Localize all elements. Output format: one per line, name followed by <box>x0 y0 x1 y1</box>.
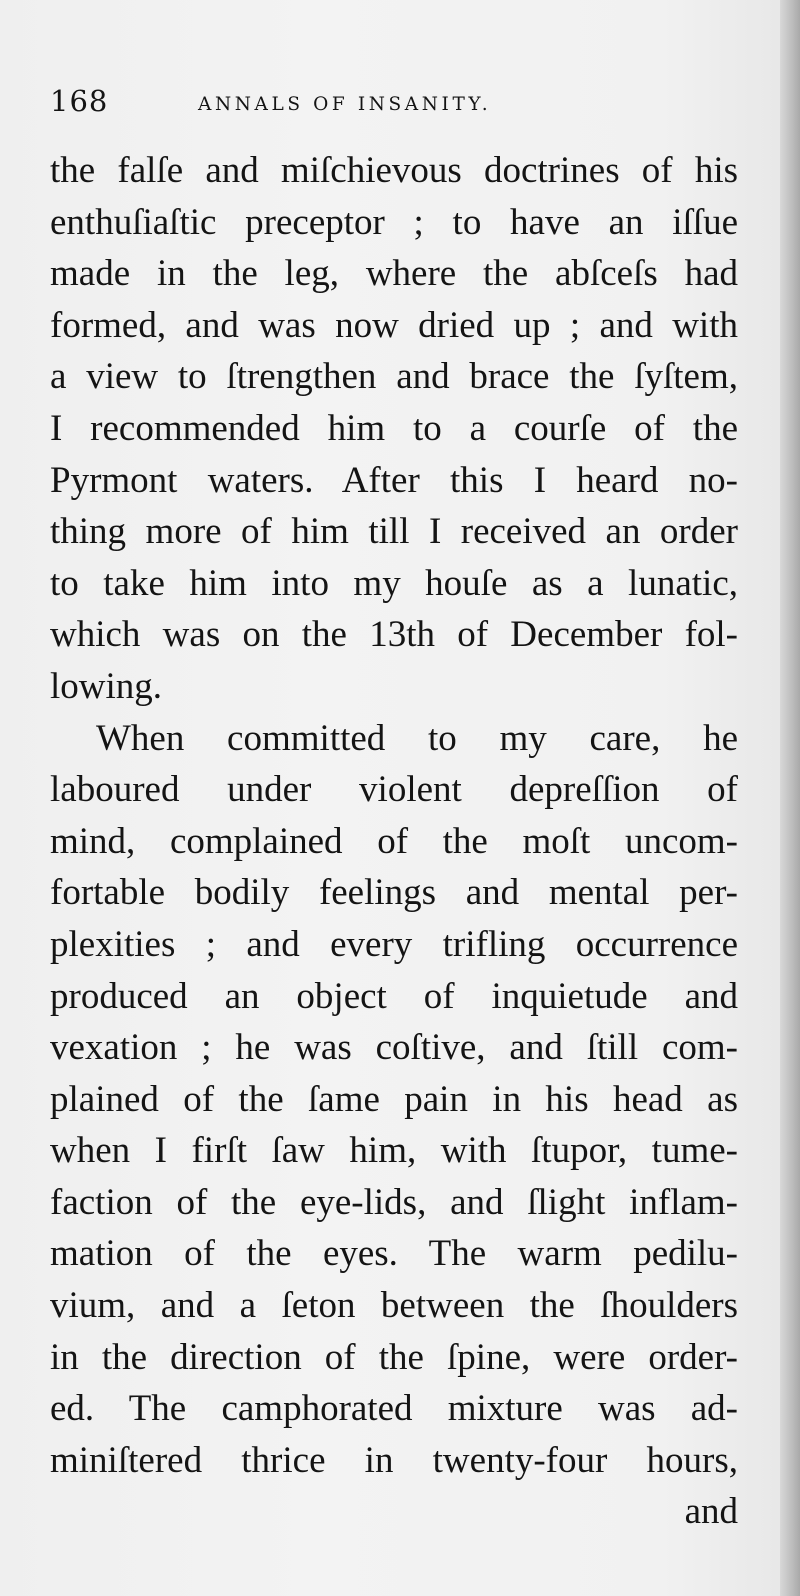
running-head-title: ANNALS OF INSANITY. <box>198 94 492 115</box>
text-line: in the direction of the ſpine, were order- <box>50 1336 738 1378</box>
paragraph-first-line: When committed to my care, he <box>96 717 738 759</box>
text-line: ed. The camphorated mixture was ad- <box>50 1388 738 1430</box>
text-line: laboured under violent depreſſion of <box>50 769 738 811</box>
text-line: produced an object of inquietude and <box>50 975 738 1017</box>
text-line: vium, and a ſeton between the ſhoulders <box>50 1285 738 1327</box>
text-line: vexation ; he was coſtive, and ſtill com- <box>50 1027 738 1069</box>
running-head <box>50 78 740 128</box>
text-line: enthuſiaſtic preceptor ; to have an iſſue <box>50 201 738 243</box>
text-line: mation of the eyes. The warm pedilu- <box>50 1233 738 1275</box>
text-line: faction of the eye-lids, and ſlight inflam- <box>50 1181 738 1223</box>
text-line: miniſtered thrice in twenty-four hours, <box>50 1439 738 1481</box>
body-text <box>50 145 738 1538</box>
text-line: a view to ſtrengthen and brace the ſyſtem, <box>50 356 738 398</box>
text-line: I recommended him to a courſe of the <box>50 407 738 449</box>
text-line: formed, and was now dried up ; and with <box>50 304 738 346</box>
page-number: 168 <box>50 84 109 118</box>
text-line: plained of the ſame pain in his head as <box>50 1078 738 1120</box>
text-line: thing more of him till I received an order <box>50 511 738 553</box>
text-line: fortable bodily feelings and mental per- <box>50 872 738 914</box>
text-line: to take him into my houſe as a lunatic, <box>50 562 738 604</box>
text-line: plexities ; and every trifling occurrence <box>50 923 738 965</box>
text-line: when I firſt ſaw him, with ſtupor, tume- <box>50 1130 738 1172</box>
text-line: Pyrmont waters. After this I heard no- <box>50 459 738 501</box>
text-line: which was on the 13th of December fol- <box>50 614 738 656</box>
text-line: made in the leg, where the abſceſs had <box>50 253 738 295</box>
catchword: and <box>684 1491 738 1533</box>
text-line: mind, complained of the moſt uncom- <box>50 820 738 862</box>
page-edge-shadow <box>780 0 800 1596</box>
text-line: the falſe and miſchievous doctrines of his <box>50 150 738 191</box>
paragraph-last-line: lowing. <box>50 665 163 707</box>
